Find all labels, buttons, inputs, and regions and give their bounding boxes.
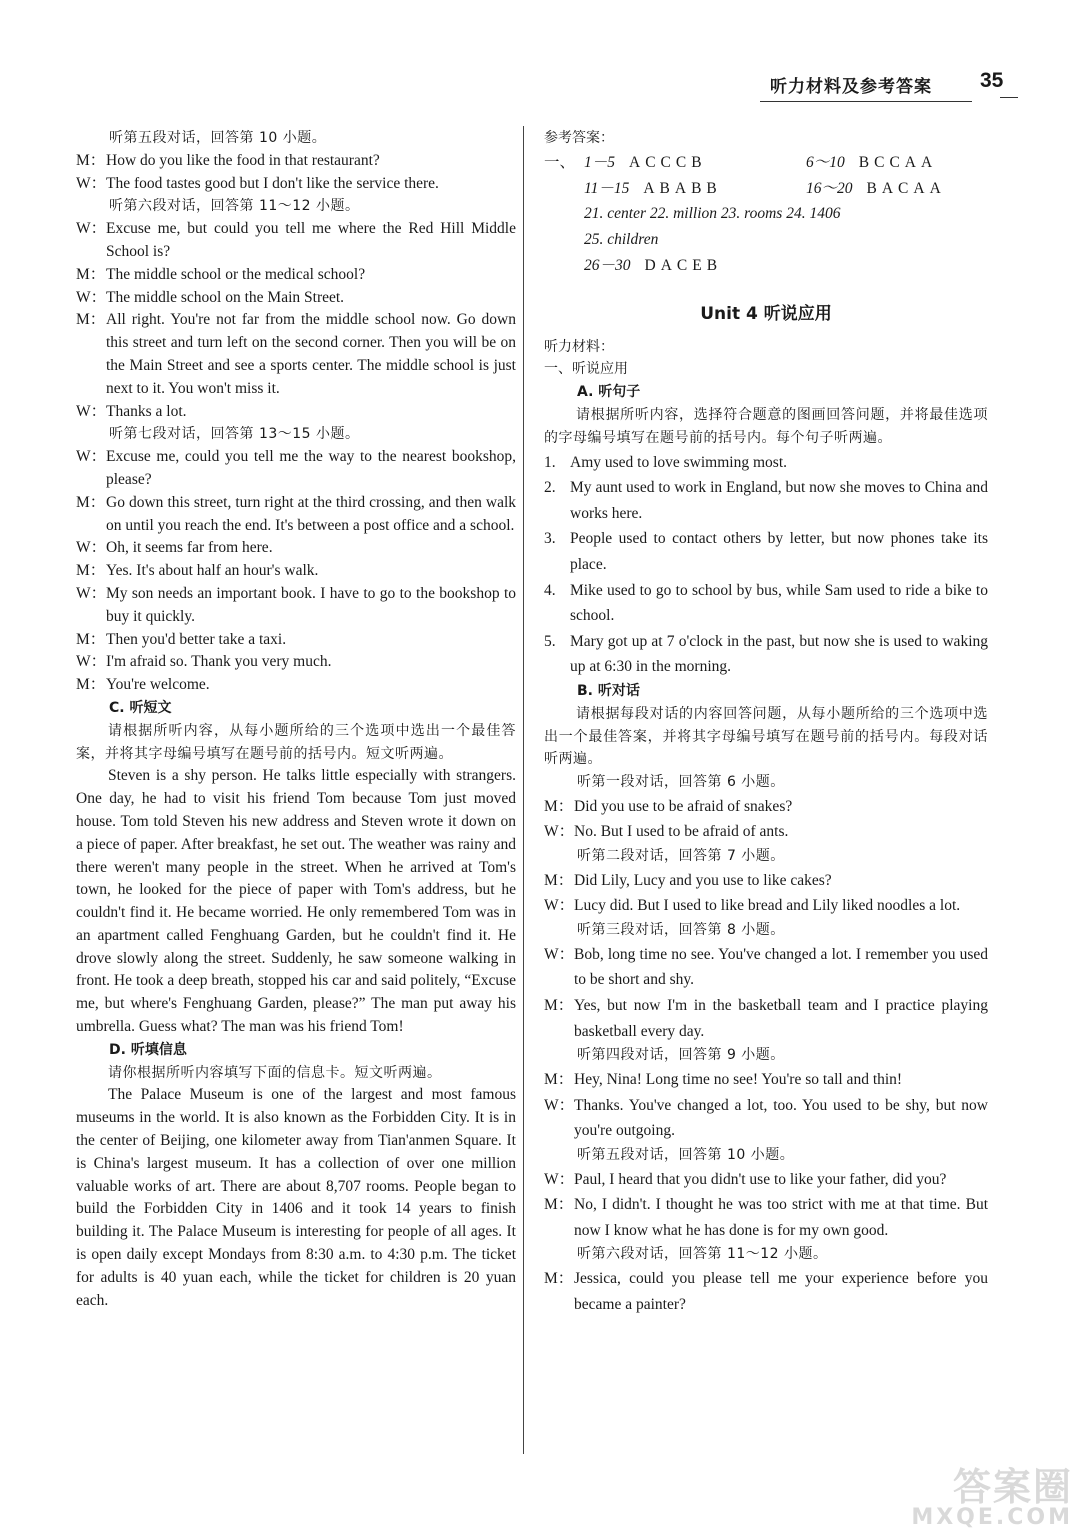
watermark-url: MXQE.COM xyxy=(911,1505,1073,1530)
speaker-tag: M： xyxy=(544,1196,574,1214)
answer-letters: BACAA xyxy=(866,179,946,197)
question-number: 5. xyxy=(544,632,556,650)
header-title: 听力材料及参考答案 xyxy=(770,77,932,97)
answer-row xyxy=(544,150,988,176)
dialogue-line xyxy=(544,893,988,919)
answer-prefix: 一、 xyxy=(544,153,576,171)
answer-group-2 xyxy=(806,150,937,176)
dialogue-line xyxy=(76,309,516,400)
question-text: Amy used to love swimming most. xyxy=(570,453,787,471)
answer-range: 6～10 xyxy=(806,153,845,171)
question-item xyxy=(544,526,988,577)
section-instruction: 听第六段对话，回答第 11～12 小题。 xyxy=(109,198,360,215)
speaker-tag: M： xyxy=(544,1071,574,1089)
speaker-tag: M： xyxy=(76,493,106,511)
subsection-heading: C. 听短文 xyxy=(109,699,172,716)
section-instruction: 听第六段对话，回答第 11～12 小题。 xyxy=(577,1246,828,1263)
dialogue-line xyxy=(76,629,516,652)
speaker-tag: W： xyxy=(76,584,107,602)
question-number: 4. xyxy=(544,581,556,599)
page-number: 35 xyxy=(980,69,1004,92)
dialogue-text: Did Lily, Lucy and you use to like cakes? xyxy=(574,871,832,889)
speaker-tag: M： xyxy=(76,151,106,169)
dialogue-text: My son needs an important book. I have to go to the bookshop to buy it quickly. xyxy=(106,584,516,625)
speaker-tag: W： xyxy=(76,448,107,466)
dialogue-text: Hey, Nina! Long time no see! You're so tall and thin! xyxy=(574,1071,903,1089)
question-item xyxy=(544,475,988,526)
instruction-paragraph: 请根据每段对话的内容回答问题，从每小题所给的三个选项中选出一个最佳答案，并将其字母编号填写在题号前的括号内。每段对话听两遍。 xyxy=(544,705,988,768)
fill-answers: 25. children xyxy=(584,231,659,249)
dialogue-text: Oh, it seems far from here. xyxy=(106,539,273,557)
dialogue-text: Yes, but now I'm in the basketball team and I practice playing basketball every day. xyxy=(574,997,988,1040)
answer-range: 26－30 xyxy=(584,256,631,274)
fill-answers: 21. center 22. million 23. rooms 24. 1406 xyxy=(584,205,841,223)
answer-row xyxy=(544,253,988,279)
dialogue-text: No. But I used to be afraid of ants. xyxy=(574,823,789,841)
section-instruction: 听第五段对话，回答第 10 小题。 xyxy=(109,130,327,146)
speaker-tag: M： xyxy=(544,1270,574,1288)
dialogue-line xyxy=(76,583,516,629)
dialogue-line xyxy=(76,401,516,424)
answer-row xyxy=(544,176,988,202)
question-text: Mary got up at 7 o'clock in the past, but now she is used to waking up at 6:30 in the morning. xyxy=(570,632,988,676)
dialogue-text: The food tastes good but I don't like the service there. xyxy=(106,174,439,192)
unit-title: Unit 4 听说应用 xyxy=(700,303,832,324)
answer-range: 11－15 xyxy=(584,179,630,197)
page-header xyxy=(0,66,1083,106)
section-instruction: 听第七段对话，回答第 13～15 小题。 xyxy=(109,426,360,443)
question-number: 2. xyxy=(544,479,556,497)
dialogue-line xyxy=(544,993,988,1044)
speaker-tag: M： xyxy=(76,630,106,648)
dialogue-line xyxy=(76,537,516,560)
speaker-tag: M： xyxy=(76,265,106,283)
question-item xyxy=(544,629,988,680)
section-instruction: 听第一段对话，回答第 6 小题。 xyxy=(577,774,785,791)
subsection-heading: D. 听填信息 xyxy=(109,1041,187,1058)
dialogue-text: How do you like the food in that restaurant? xyxy=(106,151,380,169)
section-label: 听力材料： xyxy=(544,338,614,355)
answer-range: 16～20 xyxy=(806,179,853,197)
dialogue-line xyxy=(76,218,516,264)
dialogue-line xyxy=(544,942,988,993)
dialogue-text: Thanks a lot. xyxy=(106,402,187,420)
speaker-tag: W： xyxy=(544,897,575,915)
speaker-tag: W： xyxy=(76,653,107,671)
dialogue-line xyxy=(544,1067,988,1093)
speaker-tag: W： xyxy=(544,823,575,841)
dialogue-text: Go down this street, turn right at the third crossing, and then walk on until you reach the end. It's between a post office and a school. xyxy=(106,493,516,534)
question-text: People used to contact others by letter, but now phones take its place. xyxy=(570,530,988,573)
answer-letters: ACCCB xyxy=(629,153,707,171)
speaker-tag: W： xyxy=(544,945,575,963)
question-item xyxy=(544,578,988,629)
answer-key xyxy=(544,150,988,279)
dialogue-line xyxy=(544,794,988,820)
speaker-tag: W： xyxy=(76,174,107,192)
dialogue-line xyxy=(76,287,516,310)
answer-letters: ABABB xyxy=(643,179,722,197)
section-instruction: 听第二段对话，回答第 7 小题。 xyxy=(577,848,785,865)
dialogue-text: You're welcome. xyxy=(106,676,210,694)
passage-paragraph: Steven is a shy person. He talks little especially with strangers. One day, he had to visit his friend Tom because Tom just moved house. Tom told Steven his new address and Steven wrote it down on a piece of paper. After breakfast, he set out. The weather was rainy and there weren't many people in the street. When he arrived at Tom's town, he looked for the piece of paper with Tom's address, but he couldn't find it. He became worried. He only remembered Tom was in an apartment called Fenghuang Garden, but he couldn't find it. He drove slowly along the street. Suddenly, he saw someone walking in front. He took a deep breath, stopped his car and said politely, “Excuse me, but where's Fenghuang Garden, please?” The man put away his umbrella. Guess what? The man was his friend Tom! xyxy=(76,767,516,1036)
dialogue-text: All right. You're not far from the middle school now. Go down this street and turn left on the second corner. Then you will be on the Main Street and see a sports center. The middle school is just next to it. You won't miss it. xyxy=(106,311,516,397)
dialogue-text: Then you'd better take a taxi. xyxy=(106,630,287,648)
question-number: 1. xyxy=(544,453,556,471)
dialogue-text: Yes. It's about half an hour's walk. xyxy=(106,562,319,580)
speaker-tag: M： xyxy=(76,311,106,329)
header-rule xyxy=(760,101,972,102)
speaker-tag: M： xyxy=(544,997,574,1015)
dialogue-line xyxy=(76,651,516,674)
column-divider xyxy=(523,126,524,1454)
question-text: My aunt used to work in England, but now she moves to China and works here. xyxy=(570,479,988,522)
speaker-tag: M： xyxy=(76,562,106,580)
dialogue-line xyxy=(544,819,988,845)
dialogue-line xyxy=(76,446,516,492)
subsection-heading: B. 听对话 xyxy=(577,682,640,699)
dialogue-text: Paul, I heard that you didn't use to like your father, did you? xyxy=(574,1170,947,1188)
dialogue-text: Jessica, could you please tell me your experience before you became a painter? xyxy=(574,1270,988,1313)
section-instruction: 听第四段对话，回答第 9 小题。 xyxy=(577,1047,785,1064)
dialogue-line xyxy=(76,150,516,173)
speaker-tag: M： xyxy=(76,676,106,694)
question-number: 3. xyxy=(544,530,556,548)
dialogue-line xyxy=(544,1167,988,1193)
dialogue-line xyxy=(76,560,516,583)
dialogue-line xyxy=(76,492,516,538)
watermark-logo xyxy=(911,1456,1073,1530)
dialogue-text: Did you use to be afraid of snakes? xyxy=(574,797,793,815)
dialogue-line xyxy=(76,173,516,196)
passage-paragraph: The Palace Museum is one of the largest and most famous museums in the world. It is also known as the Forbidden City. It is in the center of Beijing, one kilometer away from Tian'anmen Square. It is China's largest museum. It has a collection of over one million valuable works of art. There are about 8,707 rooms. People began to build the Forbidden City in 1406 and it took 14 years to finish building it. The Palace Museum is interesting for people of all ages. It is open daily except Mondays from 8:30 a.m. to 4:30 p.m. The ticket for adults is 40 yuan each, while the ticket for children is 20 yuan each. xyxy=(76,1086,516,1309)
dialogue-text: Bob, long time no see. You've changed a lot. I remember you used to be short and shy. xyxy=(574,945,988,989)
dialogue-line xyxy=(76,674,516,697)
dialogue-line xyxy=(544,1093,988,1144)
instruction-paragraph: 请根据所听内容，从每小题所给的三个选项中选出一个最佳答案，并将其字母编号填写在题号前的括号内。短文听两遍。 xyxy=(76,722,516,762)
speaker-tag: M： xyxy=(544,797,574,815)
dialogue-line xyxy=(544,1266,988,1317)
section-label: 一、听说应用 xyxy=(544,361,628,378)
dialogue-line xyxy=(544,868,988,894)
dialogue-text: Lucy did. But I used to like bread and Lily liked noodles a lot. xyxy=(574,897,961,915)
speaker-tag: W： xyxy=(544,1170,575,1188)
dialogue-line xyxy=(544,1192,988,1243)
subsection-heading: A. 听句子 xyxy=(577,384,641,401)
speaker-tag: W： xyxy=(76,220,107,238)
answer-letters: DACEB xyxy=(644,256,723,274)
dialogue-text: Excuse me, could you tell me the way to the nearest bookshop, please? xyxy=(106,448,516,488)
section-instruction: 听第五段对话，回答第 10 小题。 xyxy=(577,1146,795,1163)
dialogue-text: The middle school or the medical school? xyxy=(106,265,366,283)
left-column xyxy=(76,127,516,1312)
speaker-tag: W： xyxy=(76,288,107,306)
answer-letters: BCCAA xyxy=(858,153,938,171)
answers-label: 参考答案： xyxy=(544,130,614,146)
answer-range: 1－5 xyxy=(584,153,616,171)
dialogue-text: No, I didn't. I thought he was too strict with me at that time. But now I know what he has done is for my own good. xyxy=(574,1196,988,1239)
speaker-tag: M： xyxy=(544,871,574,889)
question-text: Mike used to go to school by bus, while Sam used to ride a bike to school. xyxy=(570,581,988,625)
dialogue-line xyxy=(76,264,516,287)
section-instruction: 听第三段对话，回答第 8 小题。 xyxy=(577,922,785,939)
speaker-tag: W： xyxy=(544,1096,575,1114)
header-rule-short xyxy=(1000,97,1018,98)
right-column xyxy=(544,127,988,1317)
dialogue-text: I'm afraid so. Thank you very much. xyxy=(106,653,332,671)
speaker-tag: W： xyxy=(76,402,107,420)
question-item xyxy=(544,450,988,476)
answer-group-2 xyxy=(806,176,946,202)
speaker-tag: W： xyxy=(76,539,107,557)
instruction-paragraph: 请你根据所听内容填写下面的信息卡。短文听两遍。 xyxy=(108,1064,442,1081)
watermark-text: 答案圈 xyxy=(952,1465,1073,1509)
dialogue-text: The middle school on the Main Street. xyxy=(106,288,345,306)
dialogue-text: Excuse me, but could you tell me where the Red Hill Middle School is? xyxy=(106,220,516,260)
instruction-paragraph: 请根据所听内容，选择符合题意的图画回答问题，并将最佳选项的字母编号填写在题号前的括号内。每个句子听两遍。 xyxy=(544,406,988,446)
dialogue-text: Thanks. You've changed a lot, too. You used to be shy, but now you're outgoing. xyxy=(574,1096,988,1140)
right-column-body xyxy=(544,336,988,1318)
